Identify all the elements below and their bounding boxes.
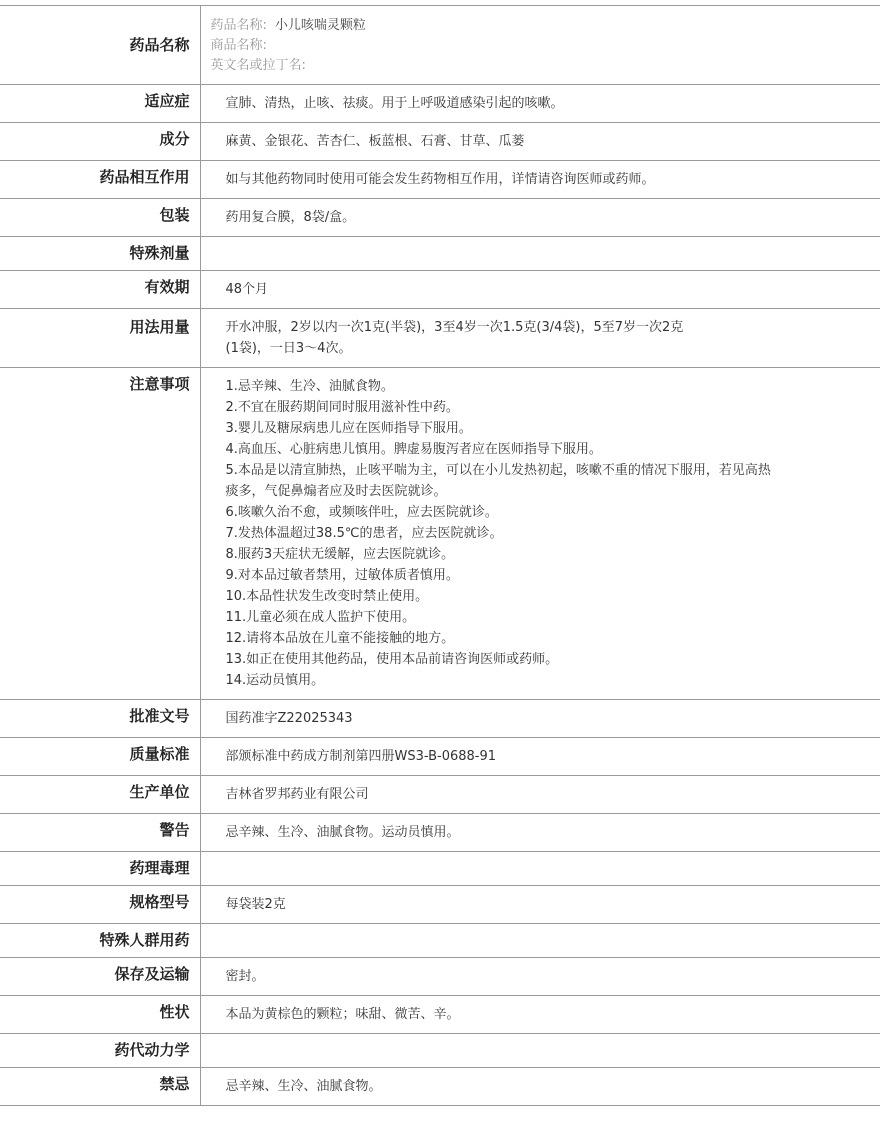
row-value: 麻黄、金银花、苦杏仁、板蓝根、石膏、甘草、瓜蒌 <box>200 123 880 161</box>
list-item: 5.本品是以清宣肺热，止咳平喘为主，可以在小儿发热初起，咳嗽不重的情况下服用，若见高热痰多，气促鼻煽者应及时去医院就诊。 <box>225 463 771 499</box>
row-contraindications <box>0 1068 880 1106</box>
row-pharmacokinetics <box>0 1034 880 1068</box>
row-storage <box>0 958 880 996</box>
empty-value <box>226 1042 871 1059</box>
list-item: 11.儿童必须在成人监护下使用。 <box>225 610 416 625</box>
row-value: 宣肺、清热，止咳、祛痰。用于上呼吸道感染引起的咳嗽。 <box>200 85 880 123</box>
row-value <box>200 309 880 368</box>
row-label: 质量标准 <box>0 738 200 776</box>
row-label: 药品相互作用 <box>0 161 200 199</box>
list-item: 2.不宜在服药期间同时服用滋补性中药。 <box>225 400 459 415</box>
row-value: 国药准字Z22025343 <box>200 700 880 738</box>
row-label: 警告 <box>0 814 200 852</box>
empty-value <box>226 860 871 877</box>
row-label: 用法用量 <box>0 309 200 368</box>
list-item: 3.婴儿及糖尿病患儿应在医师指导下服用。 <box>225 421 472 436</box>
row-value: 密封。 <box>200 958 880 996</box>
row-usage <box>0 309 880 368</box>
drug-info-table <box>0 5 880 1106</box>
generic-name-value: 小儿咳喘灵颗粒 <box>274 18 366 33</box>
list-item: 13.如正在使用其他药品，使用本品前请咨询医师或药师。 <box>225 652 559 667</box>
row-value <box>200 852 880 886</box>
row-value: 部颁标准中药成方制剂第四册WS3-B-0688-91 <box>200 738 880 776</box>
row-label: 规格型号 <box>0 886 200 924</box>
list-item: 1.忌辛辣、生冷、油腻食物。 <box>225 379 394 394</box>
row-label: 批准文号 <box>0 700 200 738</box>
list-item: 7.发热体温超过38.5℃的患者，应去医院就诊。 <box>225 526 503 541</box>
row-drug-name <box>0 6 880 85</box>
row-label: 包装 <box>0 199 200 237</box>
row-interactions <box>0 161 880 199</box>
trade-name-label: 商品名称: <box>210 38 267 53</box>
list-item: 8.服药3天症状无缓解，应去医院就诊。 <box>225 547 455 562</box>
row-value <box>200 237 880 271</box>
row-value: 忌辛辣、生冷、油腻食物。 <box>200 1068 880 1106</box>
row-label: 保存及运输 <box>0 958 200 996</box>
row-label: 特殊剂量 <box>0 237 200 271</box>
row-label: 特殊人群用药 <box>0 924 200 958</box>
row-label: 适应症 <box>0 85 200 123</box>
row-ingredients <box>0 123 880 161</box>
row-value: 吉林省罗邦药业有限公司 <box>200 776 880 814</box>
list-item: 10.本品性状发生改变时禁止使用。 <box>225 589 429 604</box>
row-label: 性状 <box>0 996 200 1034</box>
generic-name-line <box>211 16 871 36</box>
row-label: 禁忌 <box>0 1068 200 1106</box>
english-name-label: 英文名或拉丁名: <box>210 58 306 73</box>
trade-name-line <box>211 36 871 56</box>
list-item: 4.高血压、心脏病患儿慎用。脾虚易腹泻者应在医师指导下服用。 <box>225 442 602 457</box>
row-label: 生产单位 <box>0 776 200 814</box>
empty-value <box>226 932 871 949</box>
row-value: 每袋装2克 <box>200 886 880 924</box>
row-value: 如与其他药物同时使用可能会发生药物相互作用，详情请咨询医师或药师。 <box>200 161 880 199</box>
generic-name-label: 药品名称: <box>210 18 267 33</box>
list-item: 6.咳嗽久治不愈，或频咳伴吐，应去医院就诊。 <box>225 505 498 520</box>
row-validity <box>0 271 880 309</box>
row-specification <box>0 886 880 924</box>
drug-name-block <box>200 6 880 85</box>
list-item: 14.运动员慎用。 <box>225 673 325 688</box>
row-value: 药用复合膜，8袋/盒。 <box>200 199 880 237</box>
row-pharmacology <box>0 852 880 886</box>
row-label: 药理毒理 <box>0 852 200 886</box>
row-warning <box>0 814 880 852</box>
row-indications <box>0 85 880 123</box>
row-special-population <box>0 924 880 958</box>
row-label: 药品名称 <box>0 6 200 85</box>
row-value <box>200 1034 880 1068</box>
list-item: 12.请将本品放在儿童不能接触的地方。 <box>225 631 455 646</box>
row-package <box>0 199 880 237</box>
row-standard <box>0 738 880 776</box>
row-label: 有效期 <box>0 271 200 309</box>
row-label: 注意事项 <box>0 368 200 700</box>
notes-value <box>200 368 880 700</box>
row-special-dosage <box>0 237 880 271</box>
row-value <box>200 924 880 958</box>
empty-value <box>226 245 871 262</box>
row-notes <box>0 368 880 700</box>
row-appearance <box>0 996 880 1034</box>
usage-text: 开水冲服，2岁以内一次1克(半袋)，3至4岁一次1.5克(3/4袋)，5至7岁一次2克(1袋)，一日3～4次。 <box>225 320 684 356</box>
row-label: 药代动力学 <box>0 1034 200 1068</box>
english-name-line <box>211 56 871 76</box>
row-value: 本品为黄棕色的颗粒；味甜、微苦、辛。 <box>200 996 880 1034</box>
row-approval <box>0 700 880 738</box>
row-value: 48个月 <box>200 271 880 309</box>
row-label: 成分 <box>0 123 200 161</box>
notes-list <box>226 376 776 691</box>
row-value: 忌辛辣、生冷、油腻食物。运动员慎用。 <box>200 814 880 852</box>
row-manufacturer <box>0 776 880 814</box>
list-item: 9.对本品过敏者禁用，过敏体质者慎用。 <box>225 568 459 583</box>
